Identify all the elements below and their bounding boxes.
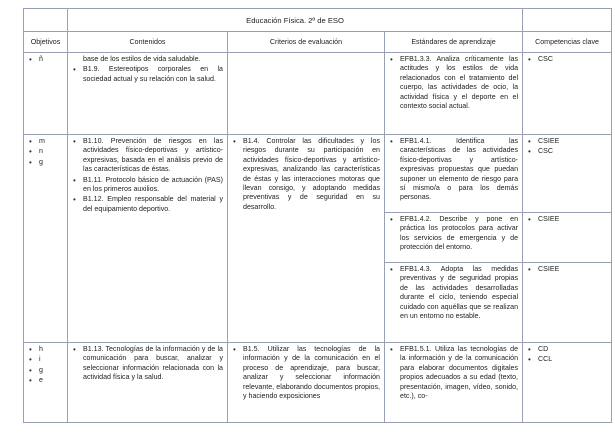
header-estandares: Estándares de aprendizaje (385, 32, 523, 53)
content-item: • B1.9. Estereotipos corporales en la sociedad actual y su relación con la salud. (72, 65, 223, 84)
objective-item: • ñ (28, 55, 63, 64)
objective-item: • n (28, 147, 63, 156)
competence-item: • CSC (527, 147, 607, 156)
competence-item: • CSIEE (527, 215, 607, 224)
content-item: • B1.13. Tecnologías de la información y de la comunicación para buscar, analizar y seleccionar información relacionada con la actividad física y la salud. (72, 345, 223, 383)
standard-item: • EFB1.4.3. Adopta las medidas preventivas y de seguridad propias de las actividades desarrolladas durante el ciclo, teniendo especial cuidado con aquéllas que se realizan en un entorno no estable. (389, 265, 518, 321)
objective-item: • e (28, 376, 63, 385)
header-competencias: Competencias clave (523, 32, 612, 53)
competence-item: • CSIEE (527, 265, 607, 274)
objective-item: • g (28, 158, 63, 167)
objective-item: • i (28, 355, 63, 364)
standard-item: • EFB1.4.1. Identifica las características de las actividades físico-deportivas y artístico-expresivas propuestas que puedan suponer un elemento de riesgo para sí mismo/a o para los demás personas. (389, 137, 518, 203)
objective-item: • h (28, 345, 63, 354)
standard-item: • EFB1.3.3. Analiza críticamente las actitudes y los estilos de vida relacionados con el tratamiento del cuerpo, las actividades de ocio, la actividad física y el deporte en el contexto social actual. (389, 55, 518, 111)
standard-item: • EFB1.5.1. Utiliza las tecnologías de la información y de la comunicación para elaborar documentos digitales propios adecuados a su edad (texto, presentación, imagen, vídeo, sonido, etc.), co- (389, 345, 518, 401)
header-row (24, 32, 612, 53)
criteria-item: • B1.4. Controlar las dificultades y los riesgos durante su participación en actividades físico-deportivas y artístico-expresivas, analizando las características de éstas y las interacciones motoras que llevan consigo, y adoptando medidas preventivas y de seguridad en su desarrollo. (232, 137, 380, 212)
table-row (24, 135, 612, 213)
criteria-cell-empty (228, 53, 385, 135)
standard-item: • EFB1.4.2. Describe y pone en práctica los protocolos para activar los servicios de emergencia y de protección del entorno. (389, 215, 518, 253)
content-item: base de los estilos de vida saludable. (83, 55, 201, 63)
objective-item: • m (28, 137, 63, 146)
content-item: • B1.12. Empleo responsable del material y del equipamiento deportivo. (72, 195, 223, 214)
competence-item: • CD (527, 345, 607, 354)
competence-item: • CCL (527, 355, 607, 364)
content-item: • B1.10. Prevención de riesgos en las actividades físico-deportivas y artístico-expresivas, basada en el análisis previo de las características de éstas. (72, 137, 223, 175)
header-contenidos: Contenidos (68, 32, 228, 53)
header-criterios: Criterios de evaluación (228, 32, 385, 53)
criteria-item: • B1.5. Utilizar las tecnologías de la información y de la comunicación en el proceso de aprendizaje, para buscar, analizar y seleccionar información relevante, elaborando documentos propios, y haciendo exposiciones (232, 345, 380, 401)
table-title: Educación Física. 2º de ESO (68, 9, 523, 32)
curriculum-table-page (23, 8, 611, 423)
competence-item: • CSIEE (527, 137, 607, 146)
competence-item: • CSC (527, 55, 607, 64)
header-objetivos: Objetivos (24, 32, 68, 53)
objective-item: • g (28, 366, 63, 375)
curriculum-table (23, 8, 612, 423)
table-row (24, 343, 612, 423)
content-item: • B1.11. Protocolo básico de actuación (PAS) en los primeros auxilios. (72, 176, 223, 195)
table-row (24, 53, 612, 135)
